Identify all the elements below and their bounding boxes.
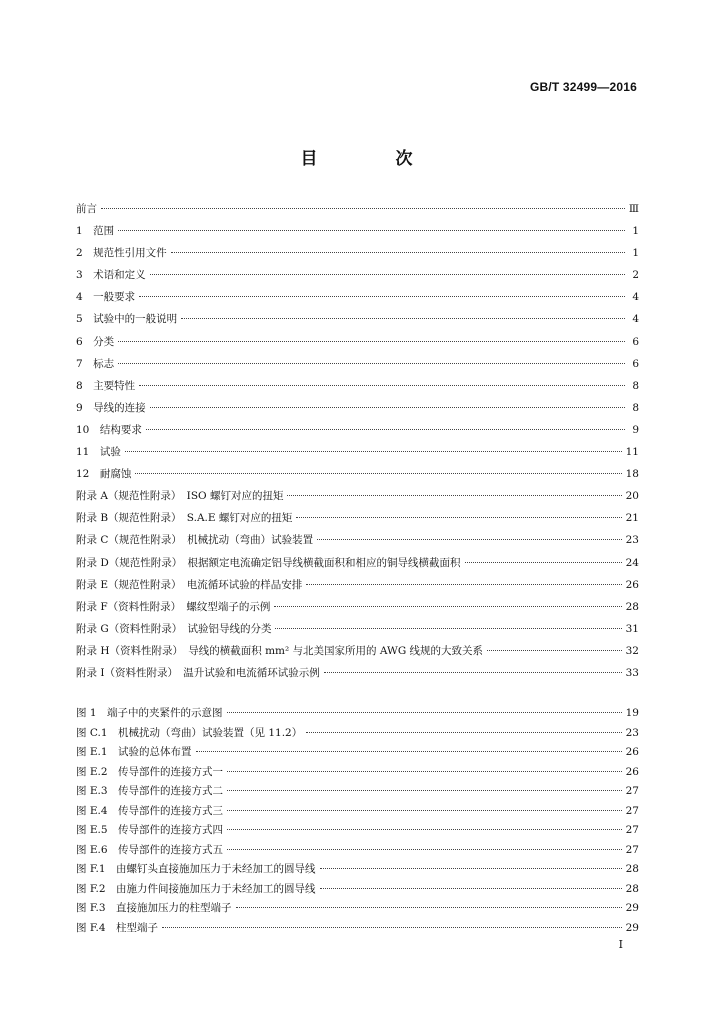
figure-entry-label: 图 E.1 试验的总体布置 <box>76 746 192 758</box>
figure-entry-label: 图 F.4 柱型端子 <box>76 921 159 934</box>
figure-entry-label: 图 F.1 由螺钉头直接施加压力于未经加工的圆导线 <box>76 863 316 875</box>
toc-entry[interactable] <box>76 621 639 643</box>
dot-leader <box>317 539 622 540</box>
toc-entry-label: 9 导线的连接 <box>76 401 146 414</box>
figure-entry-page: 23 <box>625 726 639 739</box>
toc-entry[interactable] <box>76 201 639 223</box>
figure-entry-label: 图 E.5 传导部件的连接方式四 <box>76 824 224 836</box>
toc-entry-page: 4 <box>632 313 639 326</box>
figure-entry-page: 27 <box>625 804 639 817</box>
figure-entry-page: 29 <box>625 921 639 934</box>
page-number: I <box>618 938 623 951</box>
dot-leader <box>227 712 622 713</box>
toc-entry-label: 附录 B（规范性附录） S.A.E 螺钉对应的扭矩 <box>76 512 293 525</box>
toc-entry[interactable] <box>76 577 639 599</box>
figure-entry[interactable] <box>76 861 639 881</box>
toc-entry-page: 33 <box>625 666 639 679</box>
dot-leader <box>306 584 621 585</box>
toc-entry[interactable] <box>76 334 639 356</box>
dot-leader <box>118 341 625 342</box>
figure-entry-label: 图 C.1 机械扰动（弯曲）试验装置（见 11.2） <box>76 726 303 739</box>
figure-entry[interactable] <box>76 822 639 842</box>
toc-entry-page: 26 <box>625 578 639 591</box>
toc-entry[interactable] <box>76 599 639 621</box>
dot-leader <box>171 252 625 253</box>
dot-leader <box>139 296 625 297</box>
dot-leader <box>275 628 621 629</box>
standard-number: GB/T 32499—2016 <box>529 80 637 94</box>
toc-entry[interactable] <box>76 378 639 400</box>
toc-entry-label: 11 试验 <box>76 446 121 459</box>
table-of-contents <box>76 201 639 687</box>
figure-entry-label: 图 E.6 传导部件的连接方式五 <box>76 843 224 856</box>
toc-entry-page: 1 <box>632 247 639 260</box>
figure-entry-page: 27 <box>625 785 639 797</box>
dot-leader <box>487 650 622 651</box>
toc-entry-page: 6 <box>632 335 639 348</box>
dot-leader <box>465 562 622 563</box>
dot-leader <box>227 771 622 772</box>
dot-leader <box>296 517 621 518</box>
list-of-figures <box>76 705 639 939</box>
toc-entry-label: 12 耐腐蚀 <box>76 468 132 481</box>
figure-entry[interactable] <box>76 744 639 764</box>
dot-leader <box>196 751 622 752</box>
toc-entry-label: 附录 G（资料性附录） 试验铝导线的分类 <box>76 622 272 635</box>
dot-leader <box>162 927 622 928</box>
toc-entry-page: 11 <box>625 446 639 459</box>
toc-entry-label: 附录 D（规范性附录） 根据额定电流确定铝导线横截面积和相应的铜导线横截面积 <box>76 556 461 569</box>
toc-entry-page: 28 <box>625 600 639 613</box>
toc-entry-label: 附录 A（规范性附录） ISO 螺钉对应的扭矩 <box>76 490 284 503</box>
toc-entry[interactable] <box>76 643 639 665</box>
toc-entry-page: 21 <box>625 512 639 525</box>
toc-entry-page: 6 <box>632 357 639 370</box>
toc-entry-label: 附录 E（规范性附录） 电流循环试验的样品安排 <box>76 578 303 591</box>
toc-entry-label: 附录 H（资料性附录） 导线的横截面积 mm² 与北美国家所用的 AWG 线规的大致关系 <box>76 644 484 657</box>
figure-entry-label: 图 E.2 传导部件的连接方式一 <box>76 765 224 778</box>
toc-entry[interactable] <box>76 223 639 245</box>
figure-entry[interactable] <box>76 705 639 725</box>
figure-entry-page: 28 <box>625 882 639 895</box>
dot-leader <box>306 732 621 733</box>
page-title: 目 次 <box>300 149 449 169</box>
figure-entry[interactable] <box>76 783 639 803</box>
toc-entry[interactable] <box>76 267 639 289</box>
dot-leader <box>150 274 625 275</box>
toc-entry-page: 20 <box>625 490 639 503</box>
dot-leader <box>274 606 621 607</box>
figure-entry-page: 26 <box>625 765 639 778</box>
figure-entry-label: 图 E.4 传导部件的连接方式三 <box>76 804 224 817</box>
dot-leader <box>118 230 625 231</box>
toc-entry-page: 32 <box>625 644 639 657</box>
dot-leader <box>125 451 622 452</box>
figure-entry[interactable] <box>76 803 639 823</box>
toc-entry-page: 9 <box>632 423 639 436</box>
dot-leader <box>101 208 625 209</box>
toc-entry-page: 2 <box>632 269 639 282</box>
dot-leader <box>118 363 625 364</box>
dot-leader <box>320 868 622 869</box>
toc-entry-page: 8 <box>632 379 639 392</box>
toc-entry-label: 10 结构要求 <box>76 423 142 436</box>
figure-entry[interactable] <box>76 900 639 920</box>
toc-entry-label: 附录 I（资料性附录） 温升试验和电流循环试验示例 <box>76 666 320 679</box>
dot-leader <box>324 672 622 673</box>
toc-entry-label: 3 术语和定义 <box>76 269 146 282</box>
figure-entry-page: 19 <box>625 707 639 719</box>
toc-entry-label: 前言 <box>76 203 97 215</box>
dot-leader <box>181 318 625 319</box>
figure-entry-page: 27 <box>625 824 639 836</box>
figure-entry-label: 图 F.2 由施力件间接施加压力于未经加工的圆导线 <box>76 882 316 895</box>
toc-entry-page: 1 <box>632 225 639 238</box>
dot-leader <box>150 407 625 408</box>
toc-entry-label: 4 一般要求 <box>76 291 136 304</box>
dot-leader <box>139 385 625 386</box>
toc-entry[interactable] <box>76 488 639 510</box>
toc-entry[interactable] <box>76 422 639 444</box>
dot-leader <box>227 790 622 791</box>
toc-entry[interactable] <box>76 356 639 378</box>
figure-entry-label: 图 1 端子中的夹紧件的示意图 <box>76 707 223 719</box>
toc-entry-page: Ⅲ <box>628 203 639 215</box>
toc-entry-label: 6 分类 <box>76 335 115 348</box>
toc-entry-page: 24 <box>625 556 639 569</box>
toc-entry-label: 1 范围 <box>76 225 115 238</box>
dot-leader <box>227 810 622 811</box>
toc-entry-page: 31 <box>625 622 639 635</box>
toc-entry-page: 4 <box>632 291 639 304</box>
toc-entry[interactable] <box>76 555 639 577</box>
toc-entry-label: 5 试验中的一般说明 <box>76 313 178 326</box>
dot-leader <box>146 429 625 430</box>
figure-entry[interactable] <box>76 920 639 940</box>
figure-entry-page: 29 <box>625 902 639 914</box>
dot-leader <box>236 907 622 908</box>
toc-entry[interactable] <box>76 532 639 554</box>
figure-entry-page: 27 <box>625 843 639 856</box>
toc-entry[interactable] <box>76 289 639 311</box>
dot-leader <box>227 849 622 850</box>
toc-entry[interactable] <box>76 444 639 466</box>
figure-entry-page: 26 <box>625 746 639 758</box>
toc-entry-page: 8 <box>632 401 639 414</box>
figure-entry[interactable] <box>76 881 639 901</box>
dot-leader <box>320 888 622 889</box>
figure-entry[interactable] <box>76 725 639 745</box>
toc-entry-label: 附录 F（资料性附录） 螺纹型端子的示例 <box>76 600 271 613</box>
dot-leader <box>135 473 621 474</box>
toc-entry-page: 23 <box>625 534 639 547</box>
dot-leader <box>287 495 621 496</box>
toc-entry[interactable] <box>76 400 639 422</box>
toc-entry[interactable] <box>76 510 639 532</box>
toc-entry[interactable] <box>76 466 639 488</box>
figure-entry-label: 图 E.3 传导部件的连接方式二 <box>76 785 224 797</box>
toc-entry-label: 8 主要特性 <box>76 379 136 392</box>
dot-leader <box>227 829 622 830</box>
figure-entry-page: 28 <box>625 863 639 875</box>
toc-entry[interactable] <box>76 245 639 267</box>
figure-entry-label: 图 F.3 直接施加压力的柱型端子 <box>76 902 232 914</box>
toc-entry[interactable] <box>76 665 639 687</box>
toc-entry-label: 附录 C（规范性附录） 机械扰动（弯曲）试验装置 <box>76 534 314 547</box>
figure-entry[interactable] <box>76 764 639 784</box>
figure-entry[interactable] <box>76 842 639 862</box>
toc-entry-label: 7 标志 <box>76 357 115 370</box>
toc-entry-page: 18 <box>625 468 639 481</box>
toc-entry-label: 2 规范性引用文件 <box>76 247 167 260</box>
toc-entry[interactable] <box>76 311 639 333</box>
